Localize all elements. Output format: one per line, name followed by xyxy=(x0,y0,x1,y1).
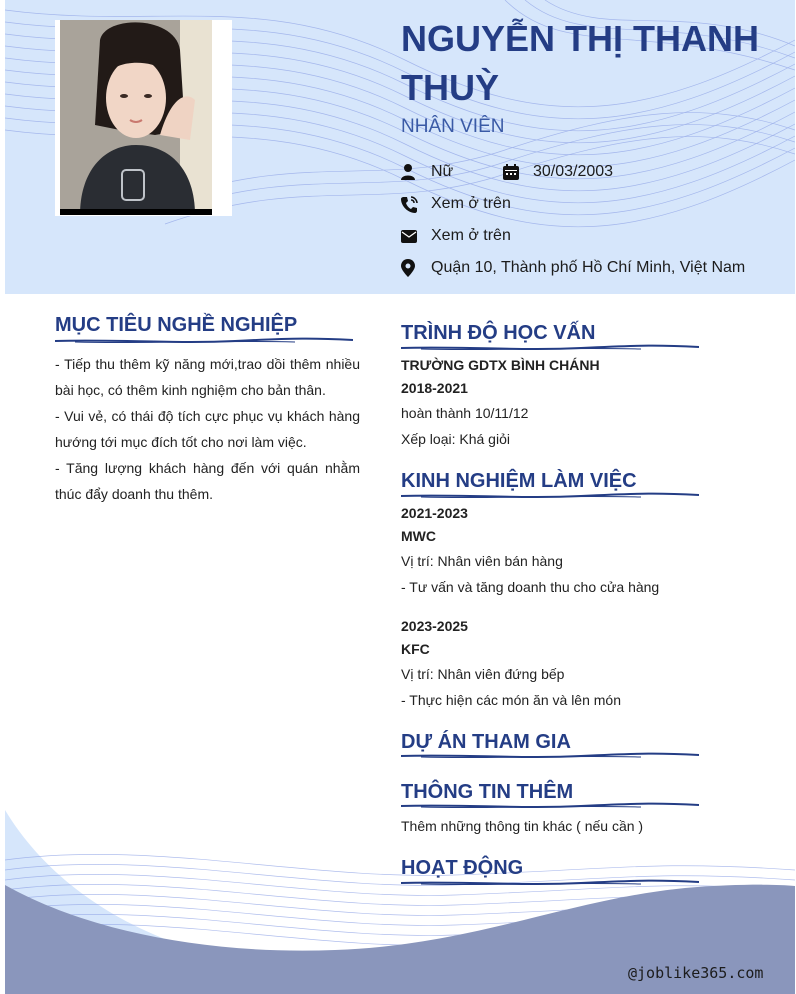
objective-line: - Vui vẻ, có thái độ tích cực phục vụ khách hàng hướng tới mục đích tốt cho nơi làm việc. xyxy=(55,408,360,450)
education-grade: Xếp loại: Khá giỏi xyxy=(401,431,510,447)
map-pin-icon xyxy=(401,258,431,278)
address-row xyxy=(401,256,745,280)
profile-photo-frame xyxy=(55,20,232,216)
envelope-icon xyxy=(401,226,431,246)
birthdate-row xyxy=(503,160,613,184)
birthdate-value: 30/03/2003 xyxy=(533,163,614,180)
watermark: @joblike365.com xyxy=(628,964,764,982)
job-company: KFC xyxy=(401,641,430,657)
portrait-illustration xyxy=(60,20,212,215)
education-status: hoàn thành 10/11/12 xyxy=(401,405,529,421)
objective-text xyxy=(55,351,360,507)
objective-title: MỤC TIÊU NGHỀ NGHIỆP xyxy=(55,314,298,336)
job-years: 2021-2023 xyxy=(401,505,468,521)
user-icon xyxy=(401,162,431,182)
cv-page xyxy=(5,0,795,994)
email-value: Xem ở trên xyxy=(431,227,511,244)
education-school: TRƯỜNG GDTX BÌNH CHÁNH xyxy=(401,357,600,373)
experience-title: KINH NGHIỆM LÀM VIỆC xyxy=(401,470,637,492)
gender-row xyxy=(401,160,453,184)
candidate-name: NGUYỄN THỊ THANH THUỲ xyxy=(401,18,759,108)
job-description: - Thực hiện các món ăn và lên món xyxy=(401,692,622,708)
objective-line: - Tiếp thu thêm kỹ năng mới,trao dồi thêm nhiều bài học, có thêm kinh nghiệm cho bản thân. xyxy=(55,356,360,398)
projects-title: DỰ ÁN THAM GIA xyxy=(401,731,571,753)
activities-title: HOẠT ĐỘNG xyxy=(401,857,524,879)
additional-underline xyxy=(401,801,699,811)
additional-title: THÔNG TIN THÊM xyxy=(401,781,574,803)
job-position: NHÂN VIÊN xyxy=(401,116,505,137)
address-value: Quận 10, Thành phố Hồ Chí Minh, Việt Nam xyxy=(431,259,746,276)
job-role: Vị trí: Nhân viên bán hàng xyxy=(401,553,563,569)
activities-underline xyxy=(401,878,699,888)
job-description: - Tư vấn và tăng doanh thu cho cửa hàng xyxy=(401,579,660,595)
job-years: 2023-2025 xyxy=(401,618,468,634)
phone-row xyxy=(401,192,511,216)
email-row xyxy=(401,224,511,248)
objective-line: - Tăng lượng khách hàng đến với quán nhằm thúc đẩy doanh thu thêm. xyxy=(55,460,360,502)
job-role: Vị trí: Nhân viên đứng bếp xyxy=(401,666,565,682)
phone-value: Xem ở trên xyxy=(431,195,511,212)
education-title: TRÌNH ĐỘ HỌC VẤN xyxy=(401,322,596,344)
calendar-icon xyxy=(503,162,533,182)
gender-value: Nữ xyxy=(431,163,454,180)
education-years: 2018-2021 xyxy=(401,380,468,396)
phone-icon xyxy=(401,194,431,214)
objective-underline xyxy=(55,336,353,346)
job-company: MWC xyxy=(401,528,436,544)
additional-text: Thêm những thông tin khác ( nếu cần ) xyxy=(401,818,644,834)
projects-underline xyxy=(401,751,699,761)
profile-photo xyxy=(60,20,212,215)
